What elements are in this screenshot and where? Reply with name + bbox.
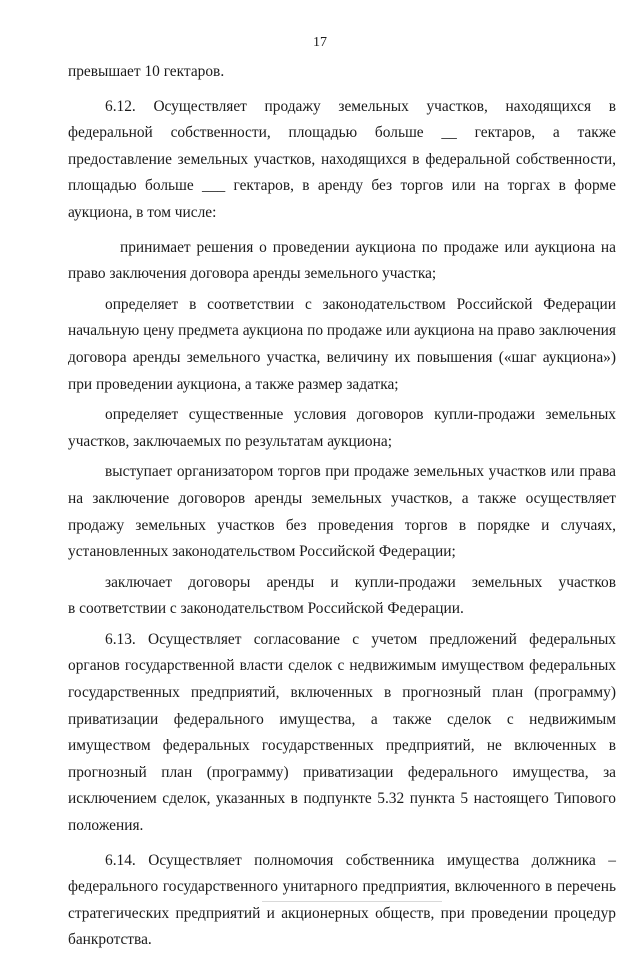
paragraph-6-12-contracts-line1: заключает договоры аренды и купли-продажи земельных участков — [105, 573, 616, 591]
paragraph-6-12-auction-decision: принимает решения о проведении аукциона по продаже или аукциона на право заключения договора аренды земельного участка; — [68, 238, 616, 283]
scan-artifact-line — [262, 901, 442, 902]
paragraph-6-12-essential-terms: определяет существенные условия договоров купли-продажи земельных участков, заключаемых по результатам аукциона; — [68, 406, 616, 450]
paragraph-6-13: 6.13. Осуществляет согласование с учетом предложений федеральных органов государственной власти сделок с недвижимым имуществом федеральных государственных предприятий, включенных в прогнозный план (программу) приватизации федерального имущества, а также сделок с недвижимым имуществом федеральных государственных предприятий, не включенных в прогнозный план (программу) приватизации федерального имущества, за исключением сделок, указанных в подпункте 5.32 пункта 5 настоящего Типового положения. — [68, 630, 616, 835]
paragraph-6-12-initial-price: определяет в соответствии с законодательством Российской Федерации начальную цену предмета аукциона по продаже или аукциона на право заключения договора аренды земельного участка, величину их повышения («шаг аукциона») при проведении аукциона, а также размер задатка; — [68, 295, 616, 393]
paragraph-continuation: превышает 10 гектаров. — [68, 63, 225, 80]
paragraph-6-14: 6.14. Осуществляет полномочия собственника имущества должника – федерального государственного унитарного предприятия, включенного в перечень стратегических предприятий и акционерных обществ, при проведении процедур банкротства. — [68, 851, 616, 949]
paragraph-6-12: 6.12. Осуществляет продажу земельных участков, находящихся в федеральной собственности, площадью больше __ гектаров, а также предоставление земельных участков, находящихся в федеральной собственности, площадью больше ___ гектаров, в аренду без торгов или на торгах в форме аукциона, в том числе: — [68, 97, 616, 221]
page-number: 17 — [313, 35, 327, 50]
paragraph-6-12-contracts-line2: в соответствии с законодательством Российской Федерации. — [68, 600, 464, 618]
document-body — [68, 59, 616, 954]
paragraph-6-12-organizer: выступает организатором торгов при продаже земельных участков или права на заключение договоров аренды земельных участков, а также осуществляет продажу земельных участков без проведения торгов в порядке и случаях, установленных законодательством Российской Федерации; — [68, 463, 616, 561]
